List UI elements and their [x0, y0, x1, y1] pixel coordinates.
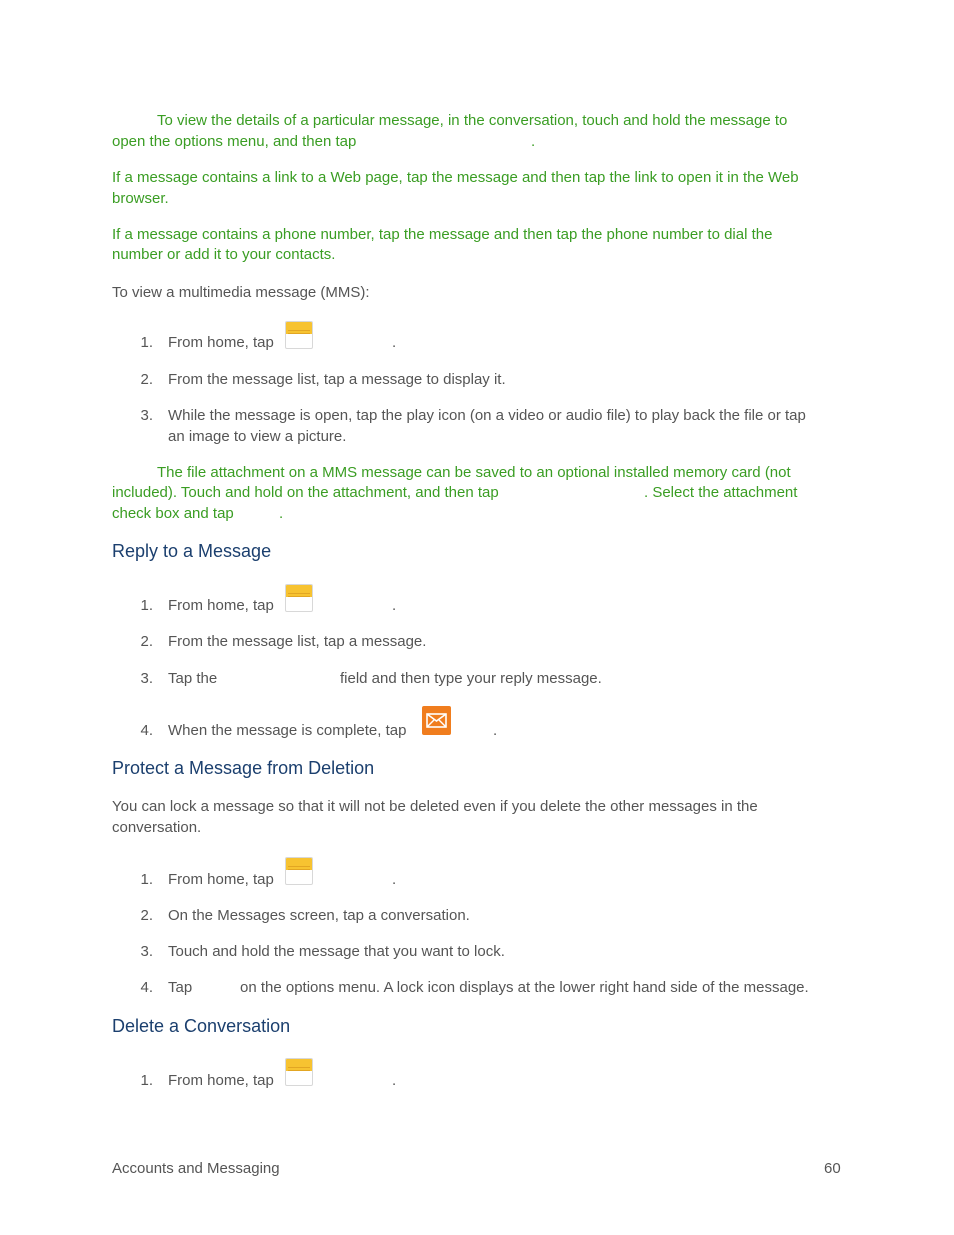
step-text: From home, tap: [168, 1072, 274, 1089]
messages-app-icon: [285, 321, 313, 349]
step-text-end: .: [493, 722, 498, 739]
step-number: 4.: [140, 979, 153, 996]
step-text: Touch and hold the message that you want to lock.: [168, 943, 505, 960]
step-number: 4.: [140, 722, 153, 739]
messages-app-icon: [285, 857, 313, 885]
step-text: From home, tap: [168, 334, 274, 351]
mms-intro: To view a multimedia message (MMS):: [112, 284, 370, 301]
step-text-end: field and then type your reply message.: [340, 670, 602, 687]
footer-section-title: Accounts and Messaging: [112, 1160, 280, 1177]
step-number: 1.: [140, 334, 153, 351]
step-number: 3.: [140, 670, 153, 687]
step-text: Tap the: [168, 670, 218, 687]
step-text: From home, tap: [168, 871, 274, 888]
note-attachment-line1: The file attachment on a MMS message can be saved to an optional installed memory card (not: [157, 464, 791, 481]
step-number: 1.: [140, 871, 153, 888]
note-details-line2-end: .: [531, 133, 536, 150]
note-phone-line1: If a message contains a phone number, tap the message and then tap the phone number to dial the: [112, 226, 773, 243]
step-number: 1.: [140, 597, 153, 614]
step-text: From the message list, tap a message.: [168, 633, 427, 650]
step-text: On the Messages screen, tap a conversation.: [168, 907, 470, 924]
note-attachment-line2-end: . Select the attachment: [644, 484, 798, 501]
note-attachment-line3: check box and tap: [112, 505, 234, 522]
step-text: While the message is open, tap the play icon (on a video or audio file) to play back the file or tap: [168, 407, 806, 424]
section-heading-reply: Reply to a Message: [112, 541, 272, 561]
step-number: 2.: [140, 907, 153, 924]
step-text-end: .: [392, 871, 397, 888]
note-phone-line2: number or add it to your contacts.: [112, 246, 336, 263]
step-text-end: .: [392, 334, 397, 351]
step-text: When the message is complete, tap: [168, 722, 407, 739]
protect-intro-line2: conversation.: [112, 819, 202, 836]
section-heading-protect: Protect a Message from Deletion: [112, 758, 375, 778]
step-text: Tap: [168, 979, 193, 996]
send-message-icon: [422, 706, 451, 735]
note-attachment-line2: included). Touch and hold on the attachment, and then tap: [112, 484, 499, 501]
section-heading-delete: Delete a Conversation: [112, 1016, 291, 1036]
note-details-line1: To view the details of a particular message, in the conversation, touch and hold the message to: [157, 112, 788, 129]
messages-app-icon: [285, 1058, 313, 1086]
step-text-end: .: [392, 1072, 397, 1089]
step-text-end: on the options menu. A lock icon displays at the lower right hand side of the message.: [240, 979, 809, 996]
step-text: From the message list, tap a message to display it.: [168, 371, 506, 388]
step-number: 3.: [140, 943, 153, 960]
step-text: From home, tap: [168, 597, 274, 614]
note-details-line2: [112, 132, 356, 152]
step-number: 3.: [140, 407, 153, 424]
note-details-line2-text: open the options menu, and then tap: [112, 133, 357, 150]
step-text-line2: an image to view a picture.: [168, 428, 347, 445]
messages-app-icon: [285, 584, 313, 612]
step-number: 2.: [140, 371, 153, 388]
note-attachment-line3-end: .: [279, 505, 284, 522]
protect-intro-line1: You can lock a message so that it will not be deleted even if you delete the other messages in the: [112, 798, 758, 815]
note-link-line2: browser.: [112, 190, 169, 207]
note-link-line1: If a message contains a link to a Web page, tap the message and then tap the link to open it in the Web: [112, 169, 799, 186]
step-number: 1.: [140, 1072, 153, 1089]
step-text-end: .: [392, 597, 397, 614]
footer-page-number: 60: [824, 1160, 841, 1177]
step-number: 2.: [140, 633, 153, 650]
